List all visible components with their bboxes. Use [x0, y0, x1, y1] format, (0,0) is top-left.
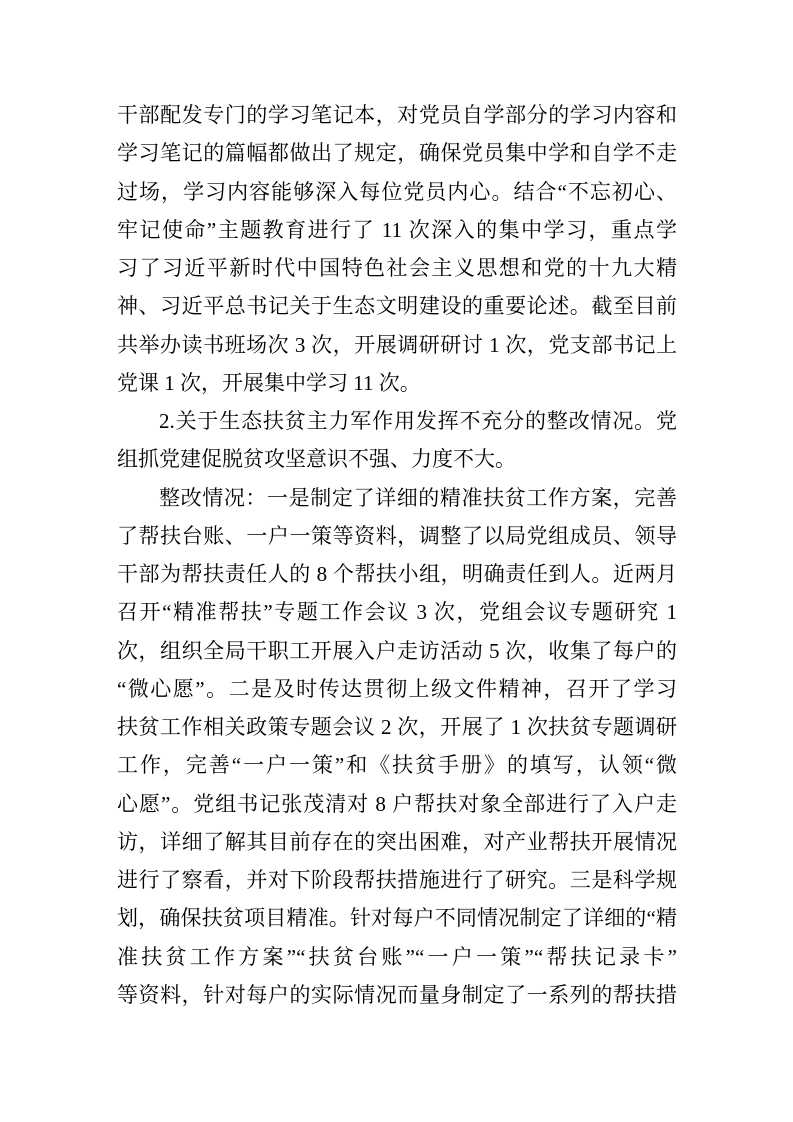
text-line: 访，详细了解其目前存在的突出困难，对产业帮扶开展情况	[117, 829, 677, 854]
document-text	[117, 96, 677, 1014]
text-line: 过场，学习内容能够深入每位党员内心。结合“不忘初心、	[117, 179, 677, 204]
text-line: 扶贫工作相关政策专题会议 2 次，开展了 1 次扶贫专题调研	[117, 715, 677, 739]
text-line: 整改情况：一是制定了详细的精准扶贫工作方案，完善	[159, 485, 677, 510]
text-line: 习了习近平新时代中国特色社会主义思想和党的十九大精	[117, 256, 677, 280]
text-line: 准扶贫工作方案”“扶贫台账”“一户一策”“帮扶记录卡”	[117, 944, 677, 969]
text-line: 神、习近平总书记关于生态文明建设的重要论述。截至目前	[117, 294, 677, 319]
text-line: 学习笔记的篇幅都做出了规定，确保党员集中学和自学不走	[117, 141, 677, 166]
text-line: 2.关于生态扶贫主力军作用发挥不充分的整改情况。党	[159, 409, 677, 433]
text-line: 牢记使命”主题教育进行了 11 次深入的集中学习，重点学	[117, 217, 677, 242]
text-line: 等资料，针对每户的实际情况而量身制定了一系列的帮扶措	[117, 982, 677, 1007]
text-line: 工作，完善“一户一策”和《扶贫手册》的填写，认领“微	[117, 753, 677, 778]
text-line: 心愿”。党组书记张茂清对 8 户帮扶对象全部进行了入户走	[117, 791, 677, 816]
text-line: 干部配发专门的学习笔记本，对党员自学部分的学习内容和	[117, 103, 677, 127]
text-line: 召开“精准帮扶”专题工作会议 3 次，党组会议专题研究 1	[117, 600, 677, 625]
text-line: 干部为帮扶责任人的 8 个帮扶小组，明确责任到人。近两月	[117, 562, 677, 586]
text-line: 划，确保扶贫项目精准。针对每户不同情况制定了详细的“精	[117, 906, 677, 931]
text-line: 了帮扶台账、一户一策等资料，调整了以局党组成员、领导	[117, 523, 677, 548]
text-line: 次，组织全局干职工开展入户走访活动 5 次，收集了每户的	[117, 638, 677, 663]
text-line: “微心愿”。二是及时传达贯彻上级文件精神，召开了学习	[117, 676, 677, 701]
text-line: 进行了察看，并对下阶段帮扶措施进行了研究。三是科学规	[117, 868, 677, 892]
text-line: 组抓党建促脱贫攻坚意识不强、力度不大。	[117, 447, 516, 472]
text-line: 党课 1 次，开展集中学习 11 次。	[117, 370, 421, 395]
text-line: 共举办读书班场次 3 次，开展调研研讨 1 次，党支部书记上	[117, 332, 677, 357]
